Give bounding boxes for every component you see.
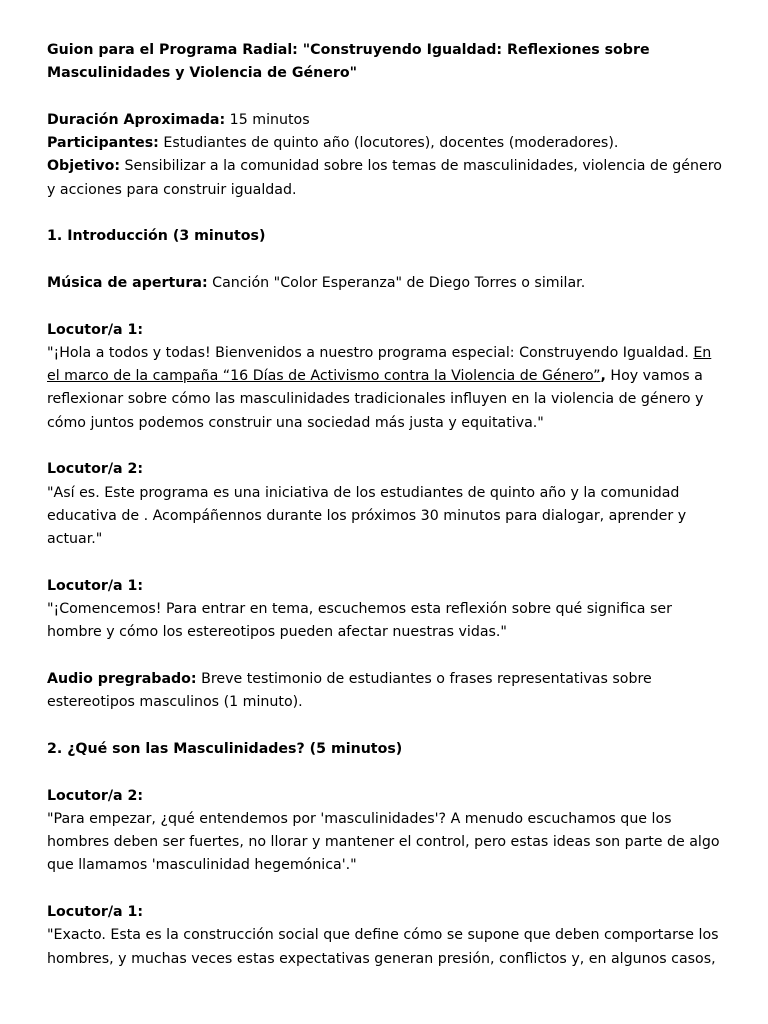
dialogue-text: "Exacto. Esta es la construcción social que define cómo se supone que deben comportarse los hombres, y muchas veces estas expectativas generan presión, conflictos y, en algunos casos, (47, 927, 719, 967)
speaker-label: Locutor/a 1: (47, 321, 144, 338)
speaker-label: Locutor/a 1: (47, 903, 144, 920)
duracion-label: Duración Aproximada: (47, 111, 226, 128)
objetivo-line (47, 155, 727, 202)
document-content (47, 39, 727, 971)
speaker-label: Locutor/a 2: (47, 461, 144, 478)
duracion-line (47, 109, 727, 132)
dialogue-text: "Para empezar, ¿qué entendemos por 'masculinidades'? A menudo escuchamos que los hombres deben ser fuertes, no llorar y mantener el control, pero estas ideas son parte de algo que llamamos 'masculinidad hegemónica'." (47, 810, 720, 874)
objetivo-label: Objetivo: (47, 158, 121, 175)
musica-label: Música de apertura: (47, 274, 208, 291)
musica-value: Canción "Color Esperanza" de Diego Torres o similar. (207, 274, 586, 291)
speaker-label: Locutor/a 1: (47, 577, 144, 594)
dialogue-text: "¡Comencemos! Para entrar en tema, escuchemos esta reflexión sobre qué significa ser hombre y cómo los estereotipos pueden afectar nuestras vidas." (47, 601, 672, 641)
participantes-label: Participantes: (47, 135, 159, 152)
section-1-heading: 1. Introducción (3 minutos) (47, 228, 266, 245)
document-title: Guion para el Programa Radial: "Construyendo Igualdad: Reflexiones sobre Masculinidades y Violencia de Género" (47, 42, 650, 82)
participantes-value: Estudiantes de quinto año (locutores), docentes (moderadores). (158, 135, 619, 152)
audio-value: Breve testimonio de estudiantes o frases representativas sobre estereotipos masculinos (1 minuto). (47, 671, 652, 711)
musica-line (47, 272, 727, 295)
audio-line (47, 668, 727, 715)
duracion-value: 15 minutos (225, 111, 310, 128)
participantes-line (47, 132, 727, 155)
speaker-label: Locutor/a 2: (47, 787, 144, 804)
dialogue-text: "¡Hola a todos y todas! Bienvenidos a nuestro programa especial: Construyendo Igualdad. En el marco de la campaña “16 Días de Activismo contra la Violencia de Género”, Hoy vamos a reflexionar sobre cómo las masculinidades tradicionales influyen en la violencia de género y cómo juntos podemos construir una sociedad más justa y equitativa." (47, 344, 712, 431)
objetivo-value: Sensibilizar a la comunidad sobre los temas de masculinidades, violencia de género y acciones para construir igualdad. (47, 158, 722, 198)
section-2-heading: 2. ¿Qué son las Masculinidades? (5 minutos) (47, 740, 403, 757)
audio-label: Audio pregrabado: (47, 671, 197, 688)
dialogue-text: "Así es. Este programa es una iniciativa de los estudiantes de quinto año y la comunidad educativa de . Acompáñennos durante los próximos 30 minutos para dialogar, aprender y actuar." (47, 484, 687, 548)
campaign-underlined-text: En el marco de la campaña “16 Días de Activismo contra la Violencia de Género” (47, 344, 712, 385)
